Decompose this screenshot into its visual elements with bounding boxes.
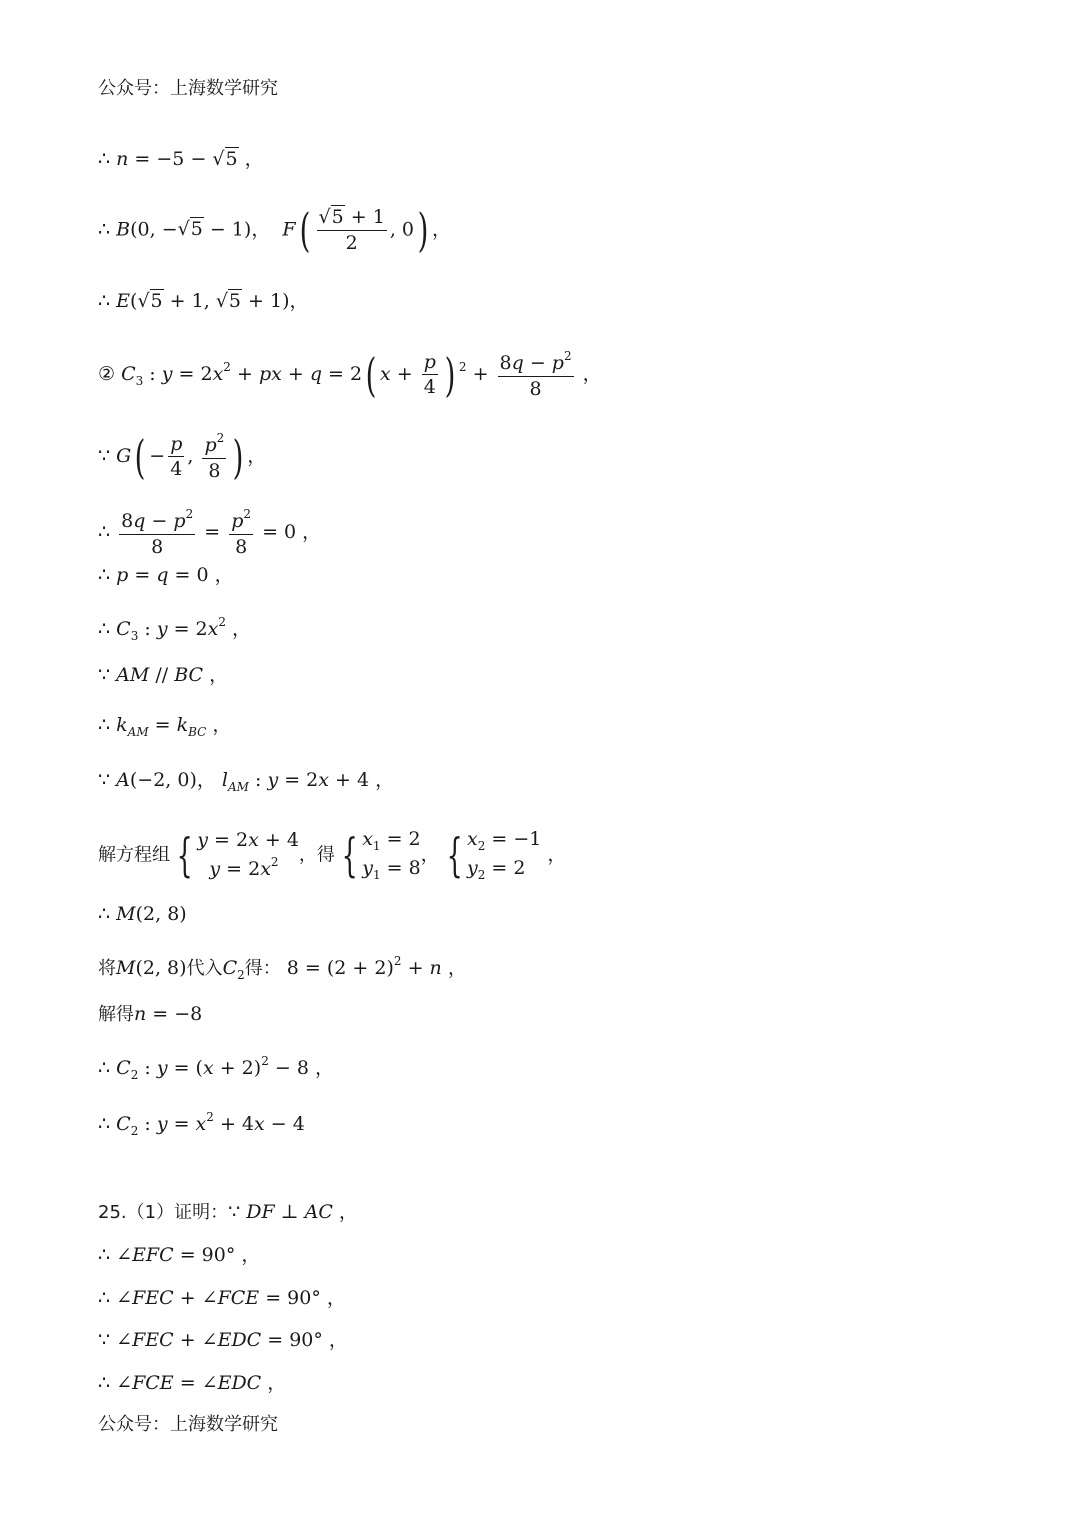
page-footer: 公众号：上海数学研究: [98, 1414, 278, 1435]
math-line-15: 解得n = −8: [98, 1003, 203, 1025]
math-line-12: 解方程组 { y = 2x + 4 $y = 2x^2$ ，得 { $x_1 = 2$ $y_1 = 8$ ， { $x_2 = -1$ $y_2 = 2$ ，: [98, 828, 567, 883]
page-header: 公众号：上海数学研究: [98, 78, 278, 99]
math-line-13: ∴ M(2, 8): [98, 903, 187, 925]
math-line-1: ∴ n = −5 − √5 ，: [98, 148, 264, 170]
math-line-10: ∴ $k_{AM} = k_{BC}$ ，: [98, 714, 232, 739]
math-line-16: ∴ $C_2$ : $y = (x + 2)^2 - 8$ ，: [98, 1054, 334, 1082]
math-line-21: ∵ ∠FEC + ∠EDC = 90° ，: [98, 1329, 348, 1351]
math-line-8: ∴ $C_3$ : $y = 2x^2$ ，: [98, 615, 252, 643]
math-line-17: ∴ $C_2$ : $y = x^2 + 4x - 4$: [98, 1110, 305, 1138]
math-line-19: ∴ ∠EFC = 90° ，: [98, 1244, 261, 1266]
math-line-6: ∴ $\frac{8q - p^2}{8}$ = $\frac{p^2}{8}$ = 0 ，: [98, 507, 322, 558]
math-line-2: ∴ B(0, −√5 − 1)， F( $\frac{√5 + 1}{2}$ , 0) ，: [98, 203, 451, 258]
math-line-4: ② $C_3$ : $y = 2x^2$ + px + q = 2( x + $\frac{p}{4}$ ) $^2$ + $\frac{8q - p^2}{8}$ ，: [98, 347, 602, 402]
math-line-7: ∴ p = q = 0 ，: [98, 564, 234, 586]
math-line-22: ∴ ∠FCE = ∠EDC ，: [98, 1372, 287, 1394]
math-line-5: ∵ G( − $\frac{p}{4}$ , $\frac{p^2}{8}$ ) ，: [98, 429, 267, 484]
math-line-14: 将M(2, 8)代入$C_2$得： $8 = (2 + 2)^2 + n$ ，: [98, 954, 467, 982]
math-line-11: ∵ A(−2, 0)， $l_{AM}$ : y = 2x + 4 ，: [98, 769, 395, 794]
problem-25-heading: 25.（1）证明：∵ DF ⊥ AC ，: [98, 1201, 358, 1223]
math-line-3: ∴ E(√5 + 1, √5 + 1)，: [98, 290, 309, 312]
math-line-9: ∵ AM // BC ，: [98, 664, 229, 686]
math-line-20: ∴ ∠FEC + ∠FCE = 90° ，: [98, 1287, 346, 1309]
